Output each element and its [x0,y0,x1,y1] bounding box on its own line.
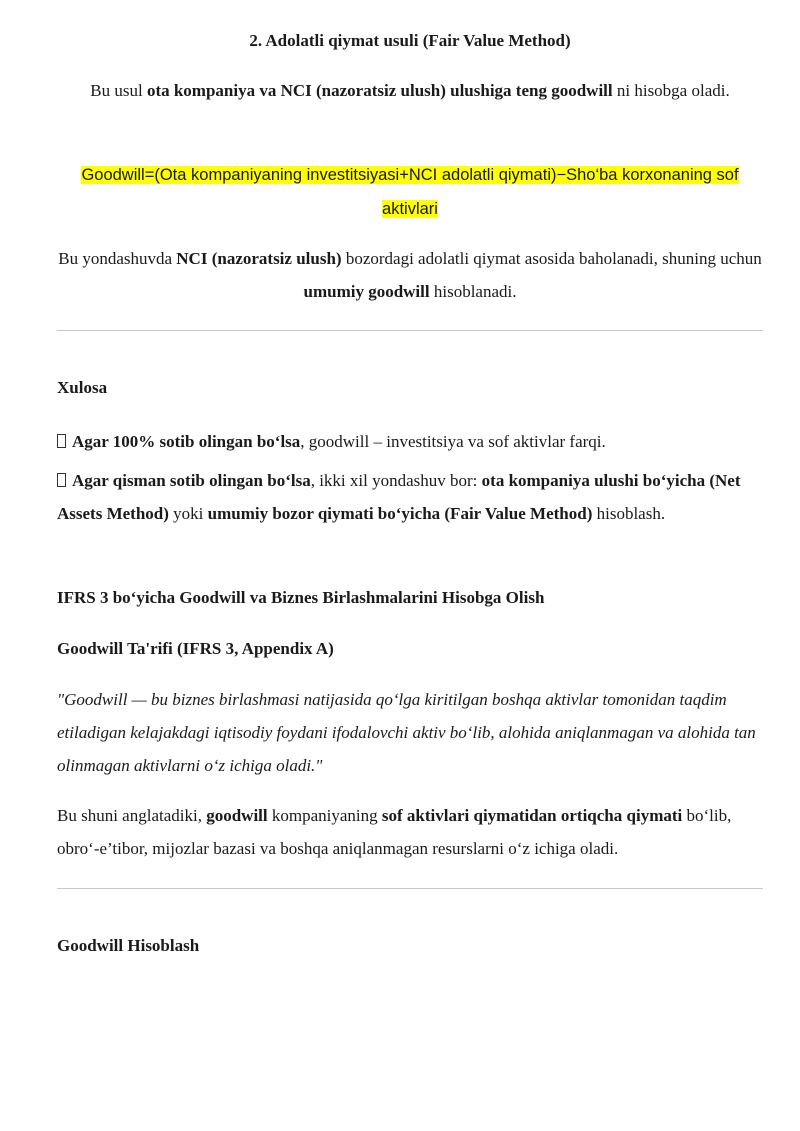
bullet-glyph-icon [57,434,66,448]
meaning-paragraph: Bu shuni anglatadiki, goodwill kompaniyaning sof aktivlari qiymatidan ortiqcha qiymati bo‘lib, obro‘-e’tibor, mijozlar bazasi va boshqa aniqlanmagan resurslarni o‘z ichiga oladi. [57,806,732,858]
formula [57,158,763,226]
ifrs-title: IFRS 3 bo‘yicha Goodwill va Biznes Birlashmalarini Hisobga Olish [57,588,545,607]
conclusion-item: Agar qisman sotib olingan bo‘lsa, ikki xil yondashuv bor: ota kompaniya ulushi bo‘yicha (Net Assets Method) yoki umumiy bozor qiymati bo‘yicha (Fair Value Method) hisoblash. [57,471,741,523]
section-title: 2. Adolatli qiymat usuli (Fair Value Method) [249,31,571,50]
approach-paragraph: Bu yondashuvda NCI (nazoratsiz ulush) bozordagi adolatli qiymat asosida baholanadi, shuning uchun umumiy goodwill hisoblanadi. [58,249,762,301]
divider [57,888,763,889]
definition-heading: Goodwill Ta'rifi (IFRS 3, Appendix A) [57,639,334,658]
intro-paragraph: Bu usul ota kompaniya va NCI (nazoratsiz ulush) ulushiga teng goodwill ni hisobga oladi. [90,81,730,100]
bullet-glyph-icon [57,473,66,487]
divider [57,330,763,331]
conclusion-heading: Xulosa [57,378,108,397]
definition-quote: "Goodwill — bu biznes birlashmasi natijasida qo‘lga kiritilgan boshqa aktivlar tomonidan taqdim etiladigan kelajakdagi iqtisodiy foydani ifodalovchi aktiv bo‘lib, alohida aniqlanmagan va alohida tan olinmagan aktivlarni o‘z ichiga oladi." [57,690,756,775]
conclusion-item: Agar 100% sotib olingan bo‘lsa, goodwill – investitsiya va sof aktivlar farqi. [57,425,763,458]
calc-heading: Goodwill Hisoblash [57,936,200,955]
formula-highlight: Goodwill=(Ota kompaniyaning investitsiyasi+NCI adolatli qiymati)−Sho‘ba korxonaning sof aktivlari [81,166,739,218]
